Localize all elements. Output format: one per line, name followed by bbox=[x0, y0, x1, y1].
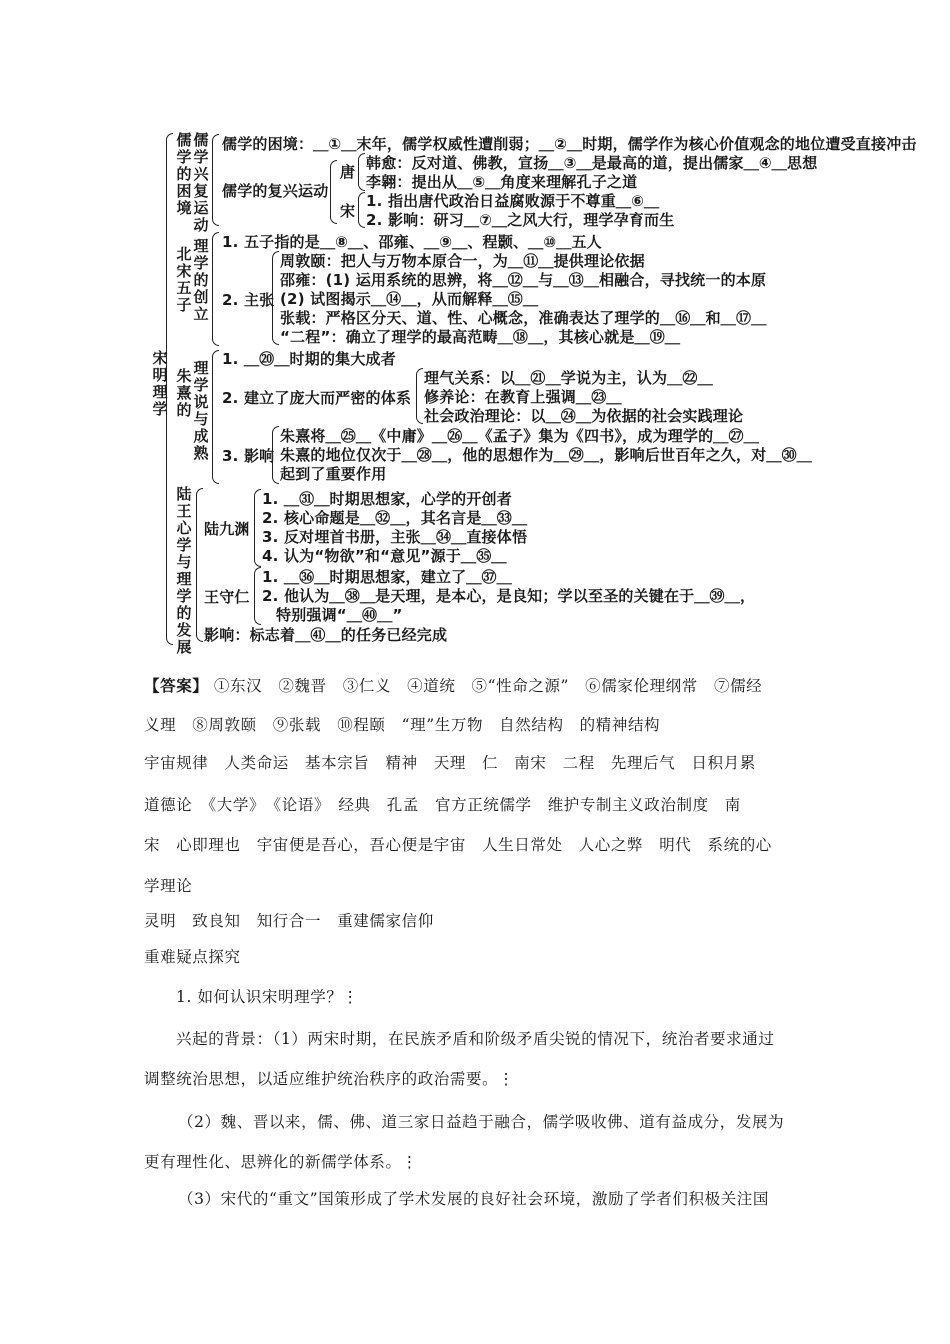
s2-claims-label: 2. 主张 bbox=[222, 291, 275, 309]
s4-wang-3: 特别强调“＿㊵＿” bbox=[276, 606, 403, 624]
s3-system-brace bbox=[416, 368, 423, 424]
s1-song-b: 2. 影响：研习＿⑦＿之风大行，理学孕育而生 bbox=[366, 211, 675, 229]
s4-impact: 影响：标志着＿㊶＿的任务已经完成 bbox=[204, 626, 448, 644]
answer-text-1: ①东汉 ②魏晋 ③仁义 ④道统 ⑤“性命之源” ⑥儒家伦理纲常 ⑦儒经 bbox=[208, 677, 763, 695]
s4-lu: 陆九渊 bbox=[204, 520, 250, 538]
s2-zhou: 周敦颐：把人与万物本原合一，为＿⑪＿提供理论依据 bbox=[280, 252, 645, 270]
s1-tang: 唐 bbox=[340, 163, 356, 181]
para-3a: （3）宋代的“重文”国策形成了学术发展的良好社会环境，激励了学者们积极关注国 bbox=[178, 1190, 770, 1208]
s4-lu-brace bbox=[254, 489, 261, 567]
concept-map bbox=[0, 0, 950, 660]
s3-status: 朱熹的地位仅次于＿㉘＿，他的思想作为＿㉙＿，影响后世百年之久，对＿㉚＿ bbox=[280, 446, 813, 464]
s3-li-qi: 理气关系：以＿㉑＿学说为主，认为＿㉒＿ bbox=[424, 369, 713, 387]
s3-item1: 1. ＿⑳＿时期的集大成者 bbox=[222, 350, 396, 368]
s4-lu-2: 2. 核心命题是＿㉜＿，其名言是＿㉝＿ bbox=[262, 509, 528, 527]
answer-line-5: 宋 心即理也 宇宙便是吾心，吾心便是宇宙 人生日常处 人心之弊 明代 系统的心 bbox=[144, 836, 772, 854]
answer-label: 【答案】 bbox=[144, 676, 209, 695]
s1-brace bbox=[212, 134, 219, 226]
question: 1. 如何认识宋明理学？⋮ bbox=[176, 988, 359, 1006]
s1-tang-brace bbox=[358, 153, 365, 191]
root-brace bbox=[166, 133, 173, 645]
s4-lu-1: 1. ＿㉛＿时期思想家，心学的开创者 bbox=[262, 490, 512, 508]
para-1b: 调整统治思想，以适应维护统治秩序的政治需要。⋮ bbox=[144, 1070, 515, 1088]
s3-political: 社会政治理论：以＿㉔＿为依据的社会实践理论 bbox=[424, 407, 744, 425]
s4-wang: 王守仁 bbox=[204, 588, 250, 606]
s1-song: 宋 bbox=[340, 202, 356, 220]
s3-item3: 3. 影响 bbox=[222, 447, 275, 465]
s4-title: 陆王心学与理学的发展 bbox=[176, 485, 192, 656]
answer-line-2: 义理 ⑧周敦颐 ⑨张载 ⑩程颐 “理”生万物 自然结构 的精神结构 bbox=[144, 716, 661, 734]
s1-song-a: 1. 指出唐代政治日益腐败源于不尊重＿⑥＿ bbox=[366, 192, 660, 210]
s3-col2: 理学说与成熟 bbox=[193, 359, 209, 462]
s1-song-brace bbox=[358, 192, 365, 228]
s2-claims-brace bbox=[272, 251, 279, 345]
para-2a: （2）魏、晋以来，儒、佛、道三家日益趋于融合，儒学吸收佛、道有益成分，发展为 bbox=[178, 1113, 785, 1131]
s2-shao-2: (2) 试图揭示＿⑭＿，从而解释＿⑮＿ bbox=[280, 290, 539, 308]
root-title: 宋明理学 bbox=[152, 349, 168, 418]
s2-cheng: “二程”：确立了理学的最高范畴＿⑱＿，其核心就是＿⑲＿ bbox=[280, 328, 681, 346]
answer-line-6: 学理论 bbox=[144, 877, 193, 895]
s1-dilemma: 儒学的困境：＿①＿末年，儒学权威性遭削弱；＿②＿时期，儒学作为核心价值观念的地位遭受直接冲击 bbox=[222, 135, 917, 153]
answer-line-4: 道德论 《大学》 《论语》 经典 孔孟 官方正统儒学 维护专制主义政治制度 南 bbox=[144, 796, 741, 814]
answer-line-3: 宇宙规律 人类命运 基本宗旨 精神 天理 仁 南宋 二程 先理后气 日积月累 bbox=[144, 754, 756, 772]
para-1a: 兴起的背景：（1）两宋时期，在民族矛盾和阶级矛盾尖锐的情况下，统治者要求通过 bbox=[176, 1030, 775, 1048]
s3-role: 起到了重要作用 bbox=[280, 465, 387, 483]
s1-col2: 儒学兴复运动 bbox=[193, 131, 209, 234]
s4-wang-brace bbox=[254, 567, 261, 625]
s4-wang-1: 1. ＿㊱＿时期思想家，建立了＿㊲＿ bbox=[262, 568, 512, 586]
s4-lu-4: 4. 认为“物欲”和“意见”源于＿㉟＿ bbox=[262, 547, 507, 565]
s2-shao-1: 邵雍：(1) 运用系统的思辨，将＿⑫＿与＿⑬＿相融合，寻找统一的本原 bbox=[280, 271, 767, 289]
s4-lu-3: 3. 反对埋首书册，主张＿㉞＿直接体悟 bbox=[262, 528, 528, 546]
section-heading: 重难疑点探究 bbox=[144, 948, 241, 966]
s2-zhang: 张载：严格区分天、道、性、心概念，准确表达了理学的＿⑯＿和＿⑰＿ bbox=[280, 309, 767, 327]
s3-item2: 2. 建立了庞大而严密的体系 bbox=[222, 389, 412, 407]
s1-revival-label: 儒学的复兴运动 bbox=[222, 182, 329, 200]
s4-wang-2: 2. 他认为＿㊳＿是天理，是本心，是良知；学以至圣的关键在于＿㊴＿， bbox=[262, 587, 756, 605]
s4-brace bbox=[196, 488, 203, 642]
s3-four-books: 朱熹将＿㉕＿《中庸》＿㉖＿《孟子》集为《四书》，成为理学的＿㉗＿ bbox=[280, 427, 759, 445]
s3-impact-brace bbox=[272, 426, 279, 484]
s3-cultivation: 修养论：在教育上强调＿㉓＿ bbox=[424, 388, 622, 406]
para-2b: 更有理性化、思辨化的新儒学体系。⋮ bbox=[144, 1153, 418, 1171]
answer-line-7: 灵明 致良知 知行合一 重建儒家信仰 bbox=[144, 912, 434, 930]
s2-five-masters: 1. 五子指的是＿⑧＿、邵雍、＿⑨＿、程颢、＿⑩＿五人 bbox=[222, 233, 602, 251]
s1-revival-brace bbox=[330, 160, 337, 224]
s1-tang-b: 李翱：提出从＿⑤＿角度来理解孔子之道 bbox=[366, 173, 638, 191]
answer-line-1 bbox=[144, 676, 812, 696]
s3-col1: 朱熹的 bbox=[176, 367, 192, 419]
s2-col1: 北宋五子 bbox=[176, 245, 192, 314]
s2-brace bbox=[212, 232, 219, 346]
s1-tang-a: 韩愈：反对道、佛教，宣扬＿③＿是最高的道，提出儒家＿④＿思想 bbox=[366, 154, 818, 172]
s3-brace bbox=[212, 350, 219, 484]
s2-col2: 理学的创立 bbox=[193, 237, 209, 323]
s1-col1: 儒学的困境 bbox=[176, 131, 192, 217]
